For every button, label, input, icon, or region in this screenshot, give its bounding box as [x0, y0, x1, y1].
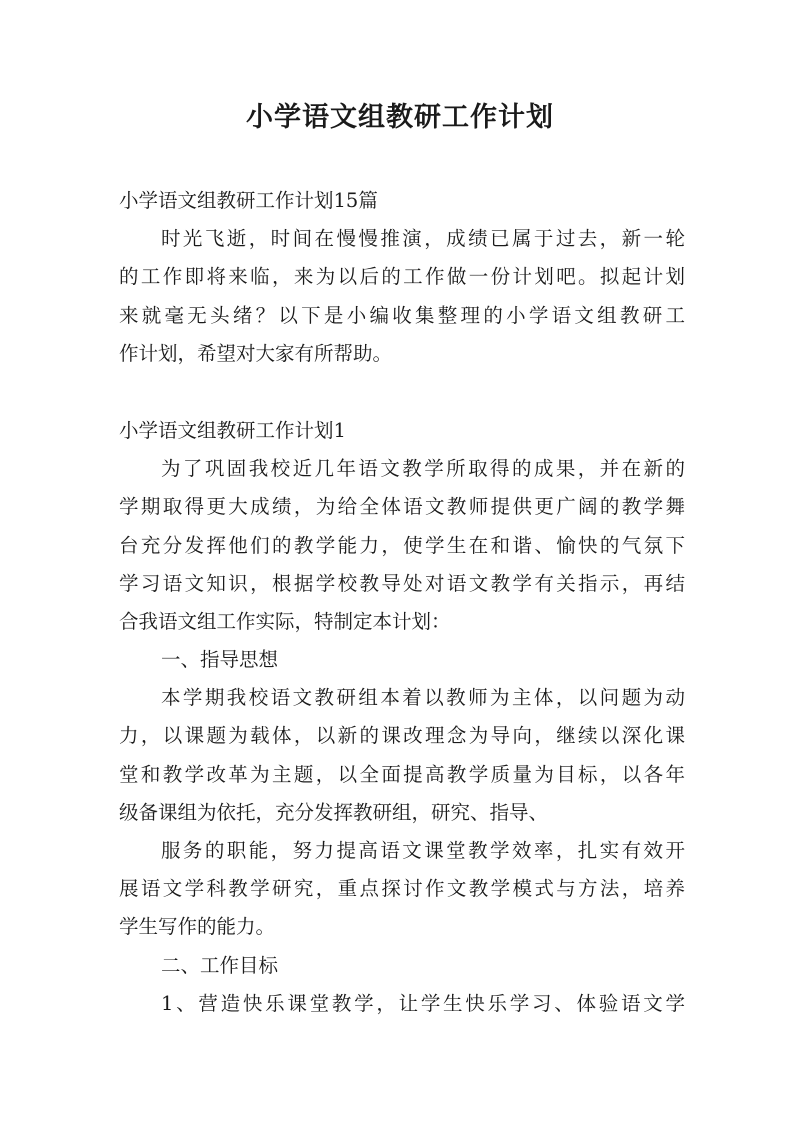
heading-guiding-ideology: 一、指导思想 — [161, 648, 279, 672]
document-title: 小学语文组教研工作计划 — [246, 102, 554, 133]
paragraph-line: 堂和教学改革为主题，以全面提高教学质量为目标，以各年 — [119, 762, 685, 786]
paragraph-3 — [119, 832, 685, 947]
paragraph-line: 学习语文知识，根据学校教导处对语文教学有关指示，再结 — [119, 571, 685, 595]
section-title: 小学语文组教研工作计划1 — [119, 418, 346, 442]
paragraph-line: 为了巩固我校近几年语文教学所取得的成果，并在新的 — [161, 457, 685, 481]
paragraph-line: 合我语文组工作实际，特制定本计划： — [119, 609, 451, 633]
paragraph-1 — [119, 450, 685, 641]
paragraph-2 — [119, 679, 685, 832]
document-subtitle: 小学语文组教研工作计划15篇 — [119, 189, 378, 212]
paragraph-line: 展语文学科教学研究，重点探讨作文教学模式与方法，培养 — [119, 877, 685, 901]
paragraph-line: 服务的职能，努力提高语文课堂教学效率，扎实有效开 — [161, 839, 685, 862]
paragraph-line: 本学期我校语文教研组本着以教师为主体，以问题为动 — [161, 686, 685, 710]
paragraph-line: 力，以课题为载体，以新的课改理念为导向，继续以深化课 — [119, 724, 685, 748]
paragraph-line: 台充分发挥他们的教学能力，使学生在和谐、愉快的气氛下 — [119, 533, 685, 557]
list-item: 1、营造快乐课堂教学，让学生快乐学习、体验语文学 — [161, 991, 685, 1015]
paragraph-line: 时光飞逝，时间在慢慢推演，成绩已属于过去，新一轮 — [161, 227, 685, 251]
document-body — [119, 182, 685, 1023]
paragraph-line: 来就毫无头绪？以下是小编收集整理的小学语文组教研工 — [119, 303, 685, 327]
intro-paragraph — [119, 220, 685, 373]
paragraph-line: 学生写作的能力。 — [119, 915, 276, 939]
heading-work-goals: 二、工作目标 — [161, 953, 279, 977]
paragraph-line: 作计划，希望对大家有所帮助。 — [119, 341, 393, 365]
paragraph-gap — [119, 373, 685, 412]
paragraph-line: 学期取得更大成绩，为给全体语文教师提供更广阔的教学舞 — [119, 495, 685, 519]
paragraph-line: 级备课组为依托，充分发挥教研组，研究、指导、 — [119, 800, 549, 824]
paragraph-line: 的工作即将来临，来为以后的工作做一份计划吧。拟起计划 — [119, 265, 685, 289]
